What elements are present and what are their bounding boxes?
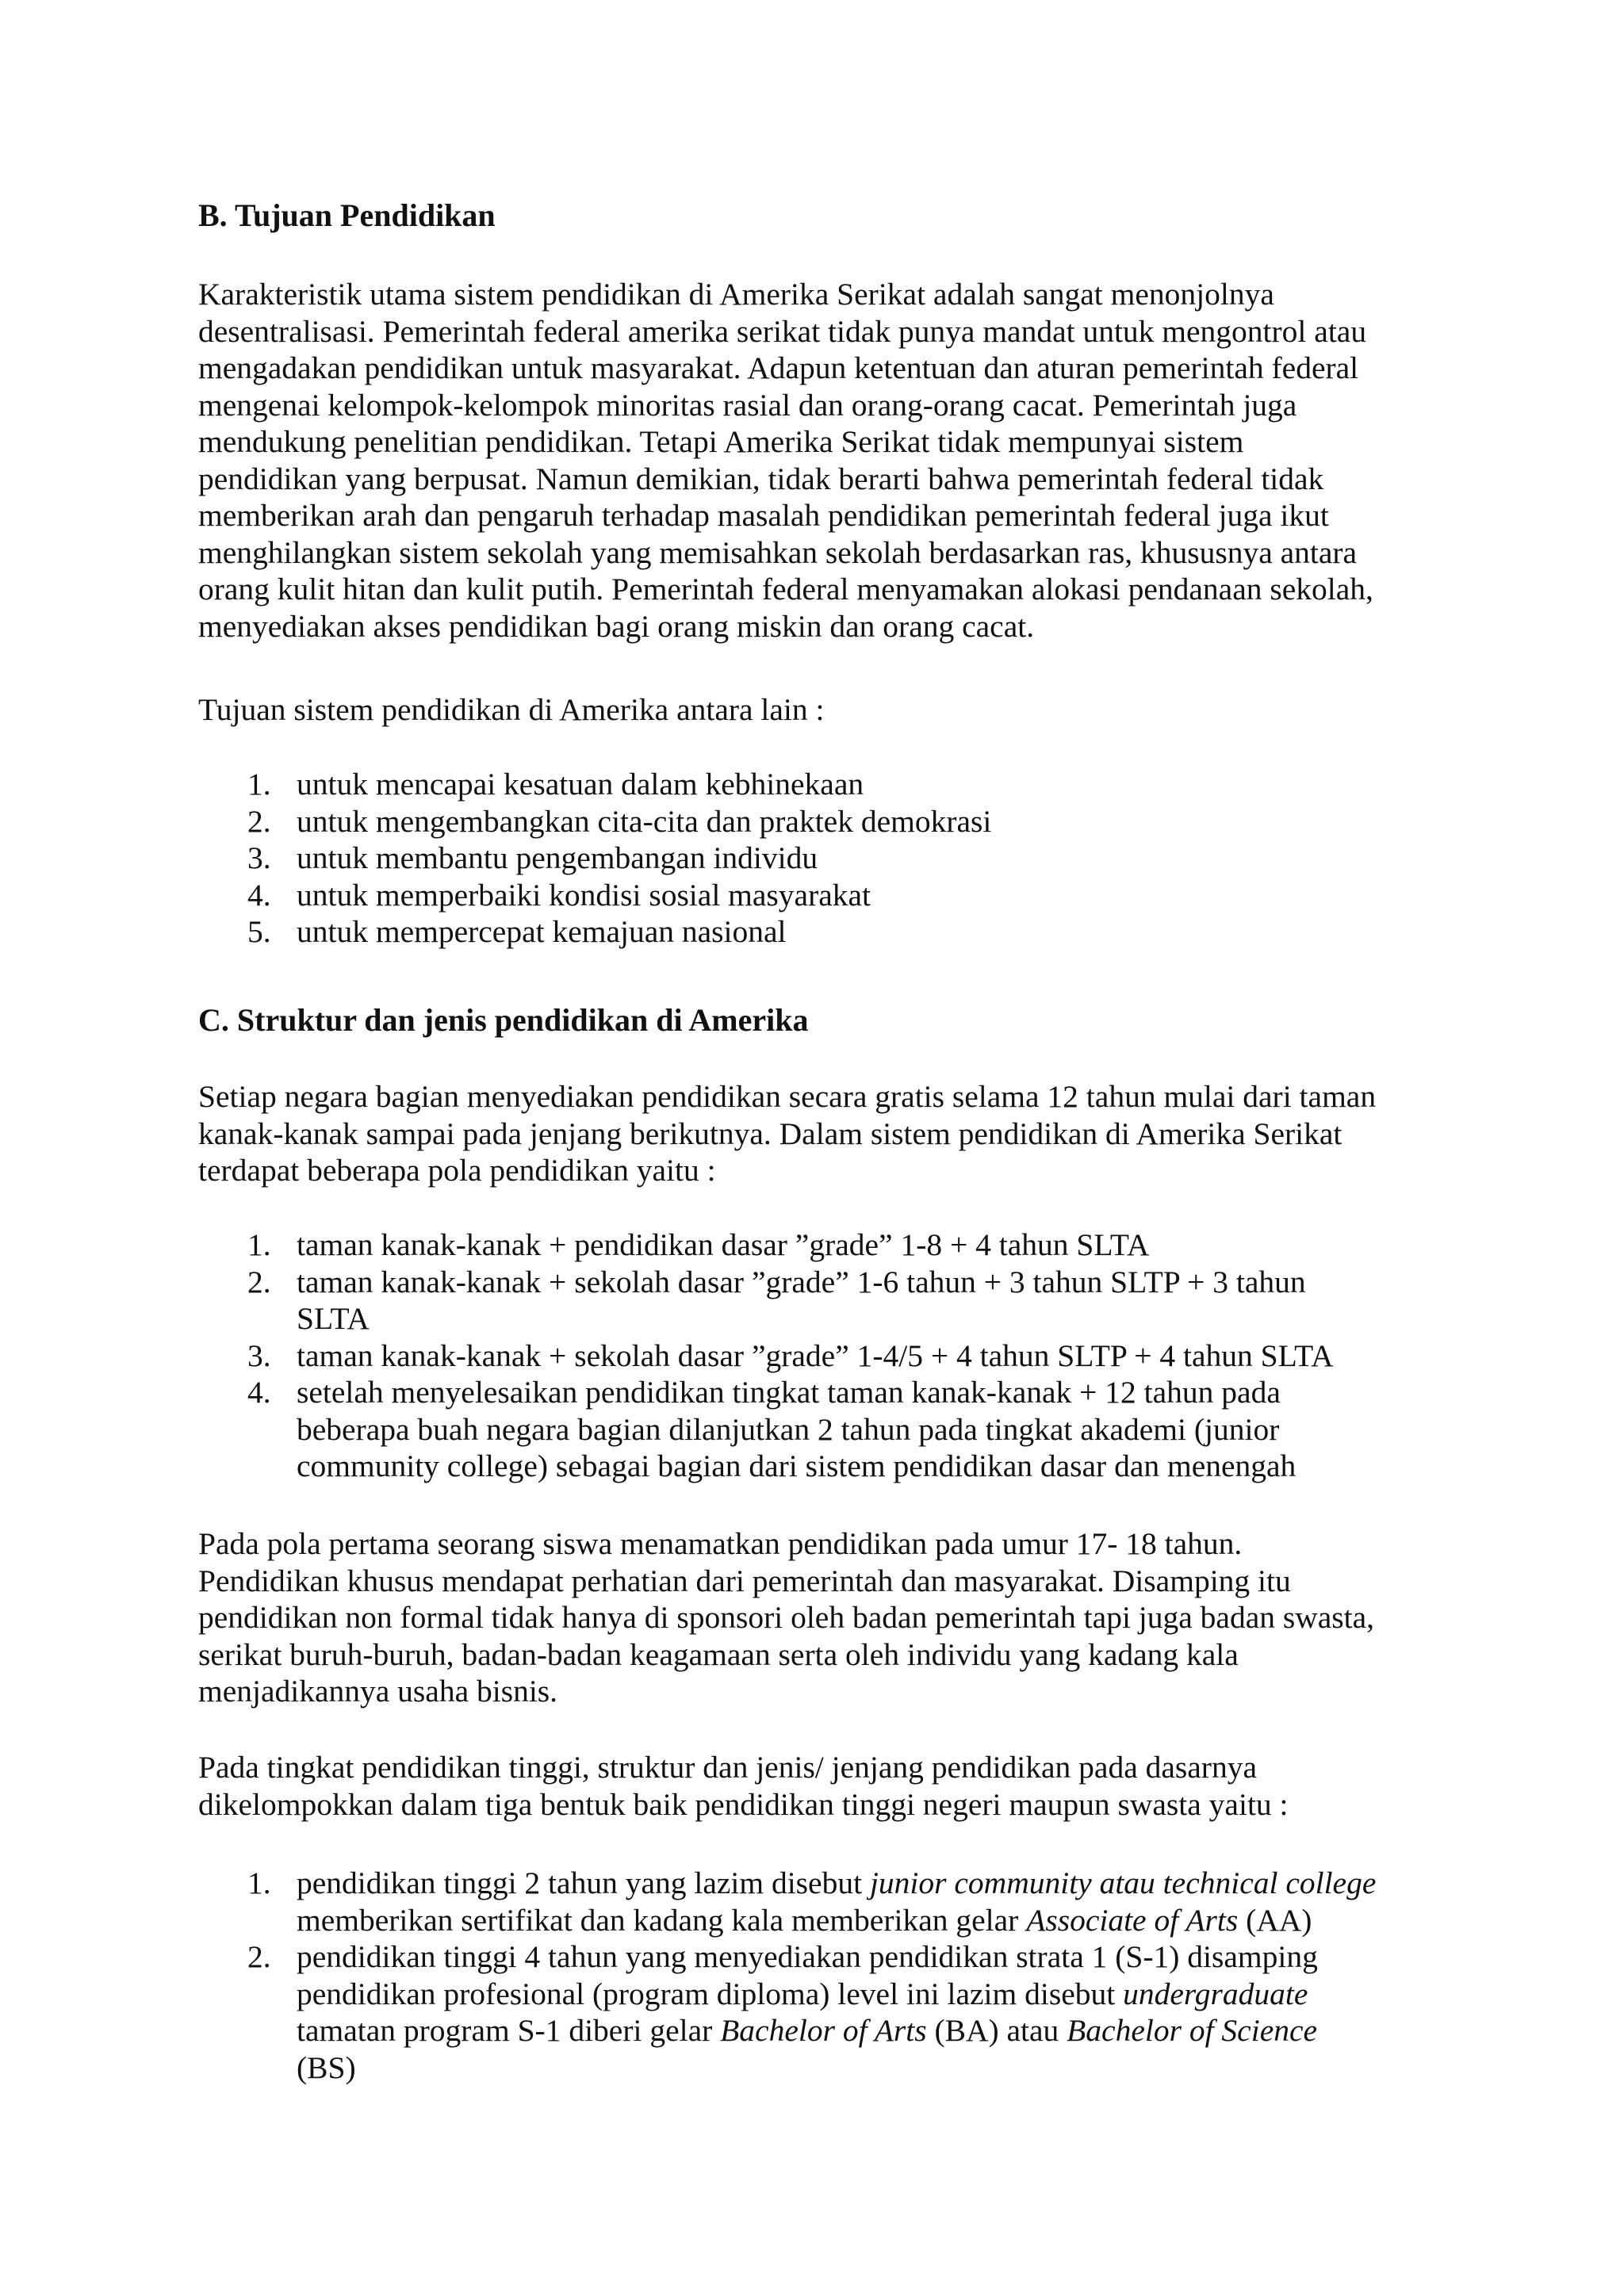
higher-education-list (198, 1865, 1451, 2086)
list-item: 3. taman kanak-kanak + sekolah dasar ”grade” 1-4/5 + 4 tahun SLTP + 4 tahun SLTA (247, 1337, 1334, 1373)
list-item: 1. pendidikan tinggi 2 tahun yang lazim disebut junior community atau technical college memberikan sertifikat dan kadang kala memberikan gelar Associate of Arts (AA) (247, 1866, 1377, 1938)
text-line: mengadakan pendidikan untuk masyarakat. Adapun ketentuan dan aturan pemerintah federal (198, 350, 1359, 385)
list-item: 3. untuk membantu pengembangan individu (247, 840, 818, 875)
text-line: serikat buruh-buruh, badan-badan keagamaan serta oleh individu yang kadang kala (198, 1636, 1239, 1672)
section-b-heading: B. Tujuan Pendidikan (198, 197, 496, 233)
text-line: menyediakan akses pendidikan bagi orang miskin dan orang cacat. (198, 608, 1035, 644)
list-item: 1. taman kanak-kanak + pendidikan dasar ”grade” 1-8 + 4 tahun SLTA (247, 1227, 1150, 1262)
list-item: 4. untuk memperbaiki kondisi sosial masyarakat (247, 877, 871, 913)
text-line: menghilangkan sistem sekolah yang memisahkan sekolah berdasarkan ras, khususnya antara (198, 534, 1358, 570)
section-b-paragraph (198, 276, 1451, 645)
text-line: Pada tingkat pendidikan tinggi, struktur dan jenis/ jenjang pendidikan pada dasarnya (198, 1750, 1257, 1785)
text-line: kanak-kanak sampai pada jenjang berikutnya. Dalam sistem pendidikan di Amerika Serikat (198, 1115, 1342, 1151)
text-line: pendidikan yang berpusat. Namun demikian, tidak berarti bahwa pemerintah federal tidak (198, 461, 1324, 496)
text-line: mendukung penelitian pendidikan. Tetapi Amerika Serikat tidak mempunyai sistem (198, 424, 1244, 459)
list-item: 4. setelah menyelesaikan pendidikan tingkat taman kanak-kanak + 12 tahun pada beberapa buah negara bagian dilanjutkan 2 tahun pada tingkat akademi (junior community college) sebagai bagian dari sistem pendidikan dasar dan menengah (247, 1375, 1297, 1483)
list-item: 2. taman kanak-kanak + sekolah dasar ”grade” 1-6 tahun + 3 tahun SLTP + 3 tahun SLTA (247, 1264, 1306, 1336)
text-line: Karakteristik utama sistem pendidikan di Amerika Serikat adalah sangat menonjolnya (198, 277, 1274, 312)
text-line: Pendidikan khusus mendapat perhatian dari pemerintah dan masyarakat. Disamping itu (198, 1563, 1291, 1598)
section-c-paragraph-1 (198, 1078, 1451, 1189)
text-line: desentralisasi. Pemerintah federal amerika serikat tidak punya mandat untuk mengontrol atau (198, 313, 1367, 349)
section-c-heading: C. Struktur dan jenis pendidikan di Amerika (198, 1002, 809, 1038)
list-item: 2. pendidikan tinggi 4 tahun yang menyediakan pendidikan strata 1 (S-1) disamping pendidikan profesional (program diploma) level ini lazim disebut undergraduate tamatan program S-1 diberi gelar Bachelor of Arts (BA) atau Bachelor of Science (BS) (247, 1939, 1318, 2085)
text-line: pendidikan non formal tidak hanya di sponsori oleh badan pemerintah tapi juga badan swasta, (198, 1600, 1375, 1635)
goals-list (198, 766, 1451, 951)
list-item: 5. untuk mempercepat kemajuan nasional (247, 914, 787, 949)
text-line: Pada pola pertama seorang siswa menamatkan pendidikan pada umur 17- 18 tahun. (198, 1526, 1243, 1561)
text-line: dikelompokkan dalam tiga bentuk baik pendidikan tinggi negeri maupun swasta yaitu : (198, 1786, 1289, 1822)
text-line: Setiap negara bagian menyediakan pendidikan secara gratis selama 12 tahun mulai dari taman (198, 1079, 1377, 1114)
goals-intro: Tujuan sistem pendidikan di Amerika antara lain : (198, 692, 825, 727)
text-line: orang kulit hitan dan kulit putih. Pemerintah federal menyamakan alokasi pendanaan sekolah, (198, 572, 1373, 607)
text-line: terdapat beberapa pola pendidikan yaitu : (198, 1153, 716, 1188)
list-item: 2. untuk mengembangkan cita-cita dan praktek demokrasi (247, 803, 992, 839)
text-line: mengenai kelompok-kelompok minoritas rasial dan orang-orang cacat. Pemerintah juga (198, 387, 1297, 423)
section-c-paragraph-3 (198, 1749, 1451, 1823)
section-c-paragraph-2 (198, 1525, 1451, 1710)
patterns-list (198, 1226, 1451, 1485)
text-line: menjadikannya usaha bisnis. (198, 1674, 558, 1709)
text-line: memberikan arah dan pengaruh terhadap masalah pendidikan pemerintah federal juga ikut (198, 498, 1329, 533)
list-item: 1. untuk mencapai kesatuan dalam kebhinekaan (247, 767, 864, 802)
